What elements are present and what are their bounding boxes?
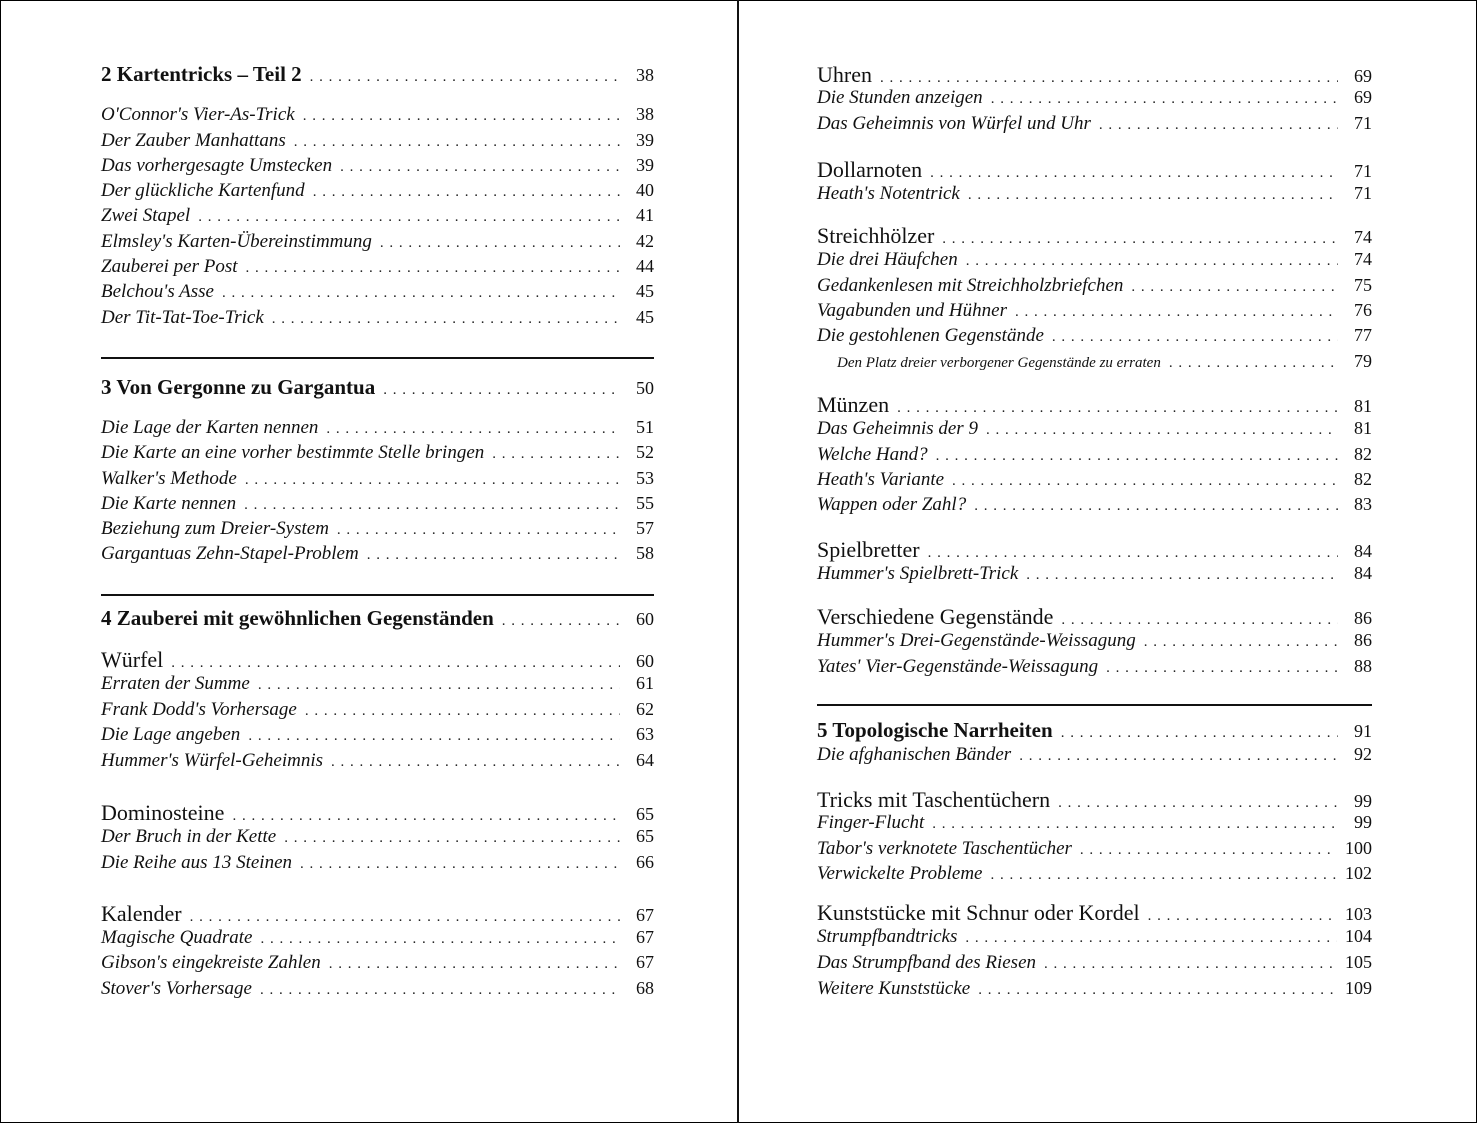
- dot-leader: [272, 311, 620, 328]
- toc-entry-page: 60: [636, 609, 654, 629]
- dot-leader: [337, 522, 620, 539]
- toc-entry: [101, 927, 654, 951]
- toc-entry-page: 60: [636, 651, 654, 671]
- toc-section: [101, 647, 654, 671]
- toc-entry: [817, 113, 1372, 137]
- dot-leader: [1061, 725, 1338, 742]
- dot-leader: [966, 253, 1338, 270]
- toc-entry-title: 3 Von Gergonne zu Gargantua: [101, 375, 376, 399]
- toc-entry: [101, 699, 654, 723]
- toc-entry-page: 84: [1354, 541, 1372, 561]
- dot-leader: [880, 70, 1338, 87]
- dot-leader: [313, 184, 620, 201]
- toc-entry-title: Die afghanischen Bänder: [817, 744, 1012, 765]
- toc-entry: [817, 300, 1372, 324]
- toc-entry-title: Erraten der Summe: [101, 673, 250, 694]
- toc-entry-page: 66: [636, 852, 654, 872]
- dot-leader: [990, 867, 1337, 884]
- toc-entry: [817, 444, 1372, 468]
- toc-entry-title: Spielbretter: [817, 537, 920, 562]
- toc-entry-page: 40: [636, 180, 654, 200]
- toc-entry-title: Hummer's Würfel-Geheimnis: [101, 750, 323, 771]
- toc-section: [817, 157, 1372, 181]
- dot-leader: [502, 613, 620, 630]
- toc-section: [101, 901, 654, 925]
- dot-leader: [974, 498, 1338, 515]
- dot-leader: [260, 982, 620, 999]
- toc-chapter: [101, 375, 654, 399]
- toc-entry: [817, 630, 1372, 654]
- toc-entry-page: 103: [1345, 904, 1372, 924]
- toc-entry-page: 77: [1354, 325, 1372, 345]
- toc-entry-title: Würfel: [101, 647, 164, 672]
- toc-entry-title: Die Stunden anzeigen: [817, 87, 983, 108]
- dot-leader: [310, 69, 620, 86]
- toc-entry-title: 2 Kartentricks – Teil 2: [101, 62, 302, 86]
- toc-entry-page: 83: [1354, 494, 1372, 514]
- toc-entry-page: 45: [636, 281, 654, 301]
- dot-leader: [303, 108, 620, 125]
- toc-section: [101, 800, 654, 824]
- toc-entry-title: Strumpfbandtricks: [817, 926, 958, 947]
- toc-entry-page: 71: [1354, 113, 1372, 133]
- toc-entry: [101, 518, 654, 542]
- toc-entry-title: Heath's Variante: [817, 469, 945, 490]
- toc-entry-title: Die Reihe aus 13 Steinen: [101, 852, 293, 873]
- toc-entry: [817, 978, 1372, 1002]
- toc-entry: [817, 87, 1372, 111]
- dot-leader: [1080, 842, 1337, 859]
- toc-entry-title: Streichhölzer: [817, 223, 935, 248]
- toc-entry-title: Kunststücke mit Schnur oder Kordel: [817, 900, 1140, 925]
- toc-entry-page: 99: [1354, 812, 1372, 832]
- toc-entry: [101, 205, 654, 229]
- toc-entry-page: 39: [636, 155, 654, 175]
- toc-section: [817, 604, 1372, 628]
- toc-entry-page: 39: [636, 130, 654, 150]
- dot-leader: [1148, 908, 1337, 925]
- toc-entry-page: 102: [1345, 863, 1372, 883]
- toc-section: [817, 787, 1372, 811]
- dot-leader: [928, 545, 1338, 562]
- toc-left-page: [101, 0, 654, 1123]
- dot-leader: [246, 260, 620, 277]
- toc-entry: [101, 307, 654, 331]
- toc-entry-title: Frank Dodd's Vorhersage: [101, 699, 297, 720]
- section-rule: [101, 594, 654, 596]
- toc-entry-page: 38: [636, 65, 654, 85]
- toc-entry-title: Gedankenlesen mit Streichholzbriefchen: [817, 275, 1124, 296]
- toc-entry: [101, 493, 654, 517]
- dot-leader: [260, 931, 620, 948]
- dot-leader: [198, 209, 620, 226]
- toc-entry-page: 91: [1354, 721, 1372, 741]
- dot-leader: [326, 421, 620, 438]
- toc-entry-title: Tabor's verknotete Taschentücher: [817, 838, 1072, 859]
- dot-leader: [1169, 355, 1338, 372]
- toc-entry: [101, 442, 654, 466]
- toc-entry-page: 109: [1345, 978, 1372, 998]
- toc-entry-title: Dominosteine: [101, 800, 225, 825]
- toc-entry-page: 57: [636, 518, 654, 538]
- section-rule: [101, 357, 654, 359]
- dot-leader: [1015, 304, 1338, 321]
- toc-entry: [817, 249, 1372, 273]
- toc-entry: [817, 418, 1372, 442]
- dot-leader: [329, 956, 620, 973]
- toc-entry: [101, 468, 654, 492]
- toc-entry-title: Dollarnoten: [817, 157, 923, 182]
- toc-entry-page: 82: [1354, 469, 1372, 489]
- toc-entry: [101, 231, 654, 255]
- toc-entry-title: Die gestohlenen Gegenstände: [817, 325, 1044, 346]
- toc-entry-title: Finger-Flucht: [817, 812, 925, 833]
- toc-entry-title: Heath's Notentrick: [817, 183, 960, 204]
- toc-entry: [817, 656, 1372, 680]
- dot-leader: [965, 930, 1337, 947]
- toc-entry: [101, 256, 654, 280]
- toc-section: [817, 900, 1372, 924]
- toc-entry-page: 86: [1354, 630, 1372, 650]
- dot-leader: [331, 754, 620, 771]
- toc-entry-title: Belchou's Asse: [101, 281, 214, 302]
- toc-entry-page: 53: [636, 468, 654, 488]
- toc-entry-title: Verschiedene Gegenstände: [817, 604, 1054, 629]
- toc-entry-page: 82: [1354, 444, 1372, 464]
- toc-entry-title: Die Lage angeben: [101, 724, 241, 745]
- toc-entry: [101, 155, 654, 179]
- toc-entry-page: 65: [636, 804, 654, 824]
- dot-leader: [232, 808, 620, 825]
- toc-chapter: [817, 718, 1372, 742]
- toc-entry-title: Der Bruch in der Kette: [101, 826, 277, 847]
- toc-entry: [817, 325, 1372, 349]
- toc-entry-page: 74: [1354, 227, 1372, 247]
- toc-section: [817, 537, 1372, 561]
- dot-leader: [222, 285, 620, 302]
- toc-entry-page: 52: [636, 442, 654, 462]
- toc-entry-title: Münzen: [817, 392, 890, 417]
- toc-entry-title: Der glückliche Kartenfund: [101, 180, 305, 201]
- toc-entry-page: 104: [1345, 926, 1372, 946]
- toc-entry-title: Stover's Vorhersage: [101, 978, 252, 999]
- toc-entry-title: Das Strumpfband des Riesen: [817, 952, 1037, 973]
- toc-entry-page: 63: [636, 724, 654, 744]
- toc-entry-title: Die Lage der Karten nennen: [101, 417, 319, 438]
- toc-entry-page: 71: [1354, 183, 1372, 203]
- toc-entry-page: 74: [1354, 249, 1372, 269]
- toc-entry: [817, 563, 1372, 587]
- toc-entry-title: 4 Zauberei mit gewöhnlichen Gegenständen: [101, 606, 494, 630]
- dot-leader: [244, 497, 620, 514]
- toc-entry: [817, 494, 1372, 518]
- dot-leader: [936, 448, 1338, 465]
- toc-entry: [101, 180, 654, 204]
- dot-leader: [986, 422, 1338, 439]
- toc-section: [817, 392, 1372, 416]
- dot-leader: [991, 91, 1338, 108]
- toc-entry-page: 51: [636, 417, 654, 437]
- toc-entry-title: Der Tit-Tat-Toe-Trick: [101, 307, 264, 328]
- toc-entry-page: 65: [636, 826, 654, 846]
- toc-entry-page: 81: [1354, 418, 1372, 438]
- dot-leader: [1044, 956, 1337, 973]
- dot-leader: [932, 816, 1338, 833]
- toc-entry-page: 69: [1354, 66, 1372, 86]
- toc-entry-page: 58: [636, 543, 654, 563]
- toc-entry-title: Vagabunden und Hühner: [817, 300, 1007, 321]
- toc-entry-title: Walker's Methode: [101, 468, 237, 489]
- toc-entry-page: 42: [636, 231, 654, 251]
- toc-entry-title: Uhren: [817, 62, 872, 87]
- toc-entry: [817, 275, 1372, 299]
- dot-leader: [300, 856, 620, 873]
- toc-entry-title: Weitere Kunststücke: [817, 978, 971, 999]
- toc-entry-page: 44: [636, 256, 654, 276]
- dot-leader: [1106, 660, 1338, 677]
- dot-leader: [171, 655, 620, 672]
- toc-entry-page: 105: [1345, 952, 1372, 972]
- dot-leader: [367, 547, 620, 564]
- toc-right-page: [817, 0, 1372, 1123]
- toc-entry-title: Zauberei per Post: [101, 256, 238, 277]
- toc-entry: [101, 952, 654, 976]
- toc-entry-title: Zwei Stapel: [101, 205, 191, 226]
- toc-section: [817, 62, 1372, 86]
- dot-leader: [978, 982, 1337, 999]
- toc-entry: [817, 952, 1372, 976]
- toc-entry-title: Das vorhergesagte Umstecken: [101, 155, 333, 176]
- toc-entry-page: 100: [1345, 838, 1372, 858]
- toc-entry-title: Die Karte nennen: [101, 493, 237, 514]
- dot-leader: [1019, 748, 1338, 765]
- dot-leader: [1026, 567, 1338, 584]
- toc-entry-title: Die Karte an eine vorher bestimmte Stelle bringen: [101, 442, 485, 463]
- toc-entry-title: Magische Quadrate: [101, 927, 253, 948]
- dot-leader: [1058, 795, 1338, 812]
- toc-entry: [101, 104, 654, 128]
- toc-entry: [101, 852, 654, 876]
- toc-entry-page: 99: [1354, 791, 1372, 811]
- toc-entry-page: 79: [1354, 351, 1372, 371]
- toc-entry-page: 81: [1354, 396, 1372, 416]
- toc-entry-title: 5 Topologische Narrheiten: [817, 718, 1053, 742]
- dot-leader: [952, 473, 1338, 490]
- toc-entry-page: 50: [636, 378, 654, 398]
- toc-entry: [101, 673, 654, 697]
- toc-entry-title: Das Geheimnis der 9: [817, 418, 978, 439]
- toc-entry-page: 64: [636, 750, 654, 770]
- toc-entry-title: Welche Hand?: [817, 444, 928, 465]
- toc-entry-title: Beziehung zum Dreier-System: [101, 518, 329, 539]
- toc-entry-title: Yates' Vier-Gegenstände-Weissagung: [817, 656, 1099, 677]
- dot-leader: [190, 909, 620, 926]
- dot-leader: [383, 382, 620, 399]
- toc-entry: [817, 183, 1372, 207]
- dot-leader: [380, 235, 620, 252]
- toc-entry-title: Gargantuas Zehn-Stapel-Problem: [101, 543, 359, 564]
- toc-entry-title: Der Zauber Manhattans: [101, 130, 286, 151]
- toc-entry-page: 38: [636, 104, 654, 124]
- toc-entry: [101, 543, 654, 567]
- dot-leader: [492, 446, 620, 463]
- dot-leader: [340, 159, 620, 176]
- toc-entry: [817, 812, 1372, 836]
- dot-leader: [294, 134, 620, 151]
- toc-entry-title: Hummer's Spielbrett-Trick: [817, 563, 1019, 584]
- dot-leader: [245, 472, 620, 489]
- dot-leader: [930, 165, 1338, 182]
- toc-entry: [101, 978, 654, 1002]
- toc-entry-title: Die drei Häufchen: [817, 249, 958, 270]
- toc-entry-page: 62: [636, 699, 654, 719]
- dot-leader: [1052, 329, 1338, 346]
- toc-entry: [817, 926, 1372, 950]
- toc-entry-page: 92: [1354, 744, 1372, 764]
- dot-leader: [248, 728, 620, 745]
- section-rule: [817, 704, 1372, 706]
- toc-chapter: [101, 606, 654, 630]
- toc-entry: [101, 130, 654, 154]
- dot-leader: [968, 187, 1338, 204]
- toc-entry-title: O'Connor's Vier-As-Trick: [101, 104, 295, 125]
- dot-leader: [305, 703, 620, 720]
- toc-chapter: [101, 62, 654, 86]
- toc-entry-title: Das Geheimnis von Würfel und Uhr: [817, 113, 1091, 134]
- dot-leader: [897, 400, 1338, 417]
- toc-entry-page: 68: [636, 978, 654, 998]
- dot-leader: [1099, 117, 1338, 134]
- toc-entry-page: 67: [636, 905, 654, 925]
- toc-entry: [101, 417, 654, 441]
- toc-entry-page: 86: [1354, 608, 1372, 628]
- toc-entry-page: 41: [636, 205, 654, 225]
- toc-entry: [817, 863, 1372, 887]
- toc-entry-title: Den Platz dreier verborgener Gegenstände zu erraten: [837, 355, 1161, 371]
- toc-entry: [817, 351, 1372, 375]
- toc-entry: [101, 281, 654, 305]
- toc-entry-title: Tricks mit Taschentüchern: [817, 787, 1051, 812]
- toc-entry-page: 88: [1354, 656, 1372, 676]
- toc-entry-title: Wappen oder Zahl?: [817, 494, 967, 515]
- toc-entry-title: Kalender: [101, 901, 182, 926]
- toc-entry: [817, 469, 1372, 493]
- toc-section: [817, 223, 1372, 247]
- toc-entry-page: 69: [1354, 87, 1372, 107]
- toc-entry: [817, 744, 1372, 768]
- dot-leader: [1144, 634, 1338, 651]
- dot-leader: [942, 231, 1338, 248]
- dot-leader: [258, 677, 620, 694]
- toc-entry-page: 84: [1354, 563, 1372, 583]
- toc-entry-title: Verwickelte Probleme: [817, 863, 983, 884]
- page-divider: [737, 0, 739, 1123]
- toc-entry-title: Hummer's Drei-Gegenstände-Weissagung: [817, 630, 1136, 651]
- dot-leader: [1061, 612, 1338, 629]
- toc-entry-page: 75: [1354, 275, 1372, 295]
- toc-entry-title: Elmsley's Karten-Übereinstimmung: [101, 231, 372, 252]
- toc-entry-page: 76: [1354, 300, 1372, 320]
- toc-entry: [101, 826, 654, 850]
- dot-leader: [1131, 279, 1338, 296]
- toc-entry: [101, 724, 654, 748]
- dot-leader: [284, 830, 620, 847]
- toc-entry-page: 67: [636, 952, 654, 972]
- toc-entry: [101, 750, 654, 774]
- toc-entry-page: 45: [636, 307, 654, 327]
- toc-entry: [817, 838, 1372, 862]
- toc-entry-page: 55: [636, 493, 654, 513]
- toc-entry-title: Gibson's eingekreiste Zahlen: [101, 952, 321, 973]
- toc-entry-page: 61: [636, 673, 654, 693]
- toc-entry-page: 71: [1354, 161, 1372, 181]
- toc-entry-page: 67: [636, 927, 654, 947]
